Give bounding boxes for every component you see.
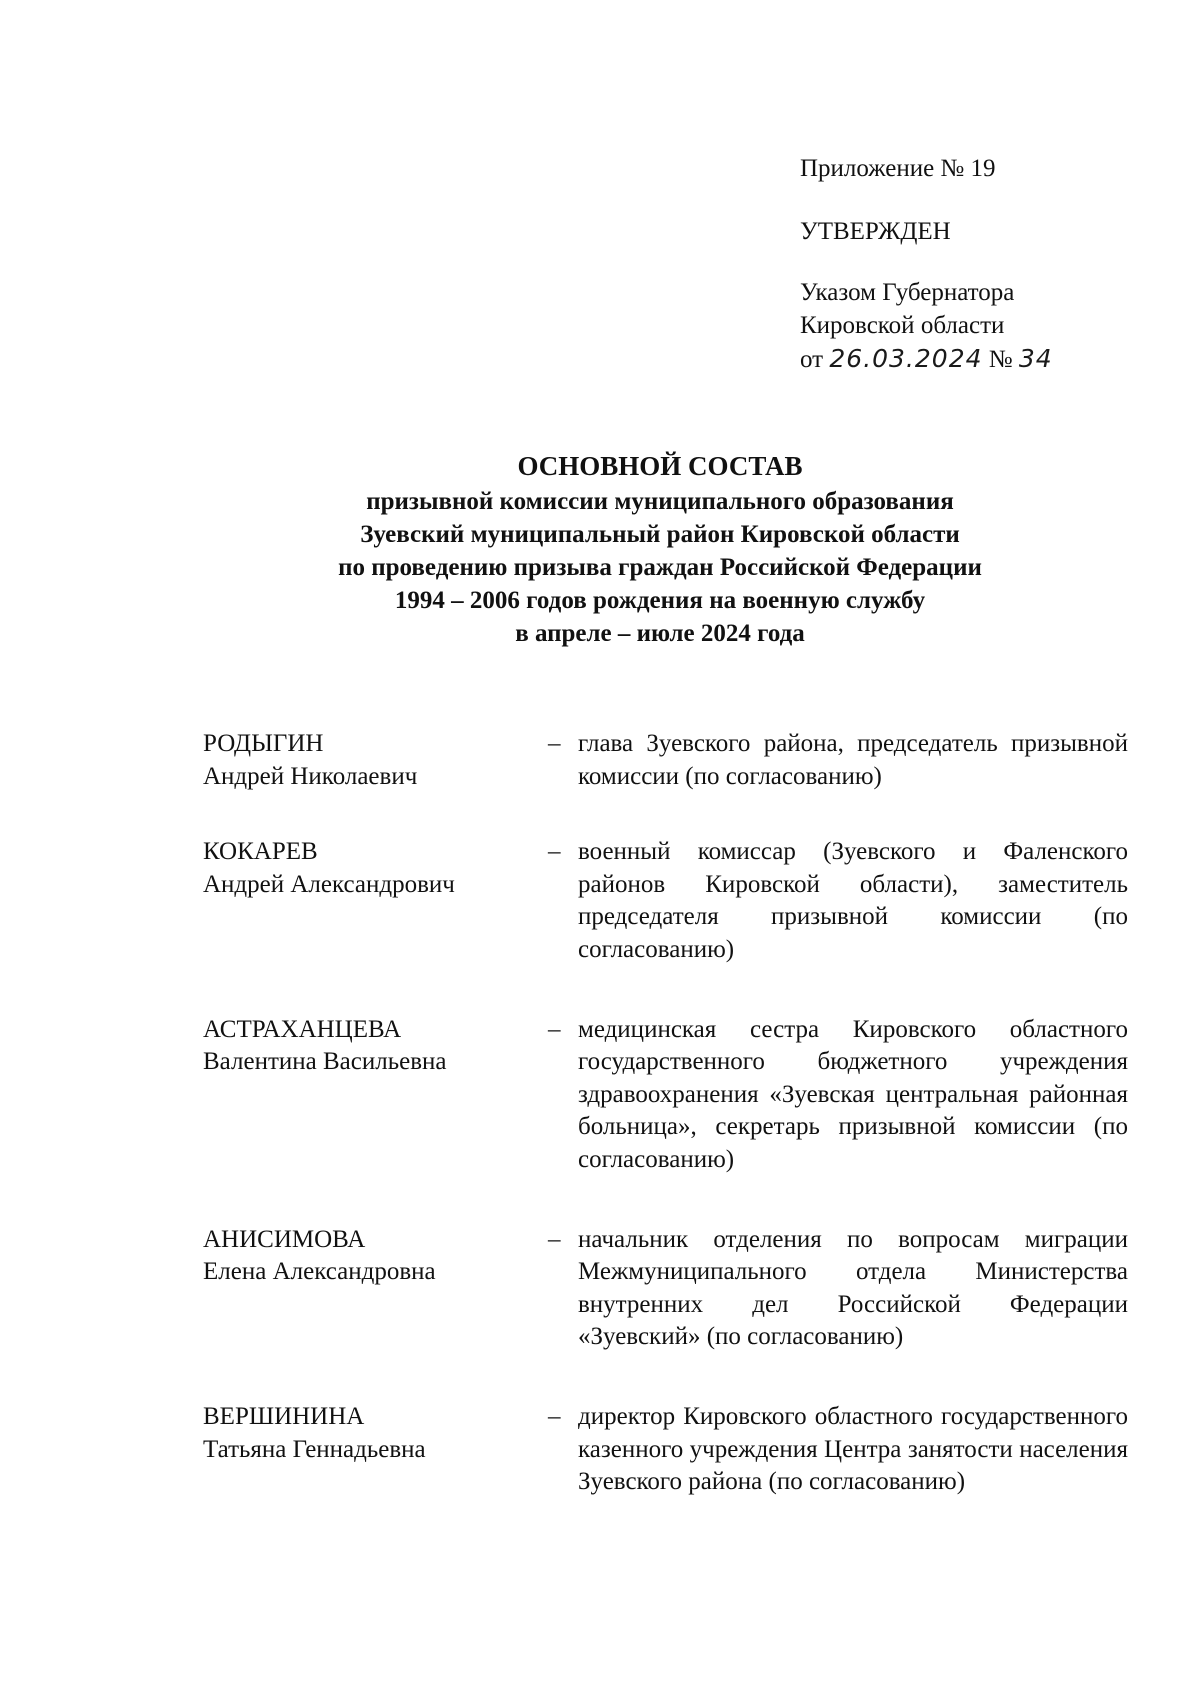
appendix-number: Приложение № 19 [800,155,996,182]
member-name: Елена Александровна [203,1258,436,1286]
date-prefix: от [800,346,824,373]
member-entry [203,1401,1128,1499]
member-person [203,1401,548,1466]
heading-line-1: призывной комиссии муниципального образования [366,488,954,515]
member-dash: – [548,838,561,866]
member-surname: АСТРАХАНЦЕВА [203,1015,402,1043]
decree-line-2: Кировской области [800,312,1005,339]
heading-line-5: в апреле – июле 2024 года [515,620,805,647]
heading-line-2: Зуевский муниципальный район Кировской области [360,521,960,548]
handwritten-number: 34 [1018,344,1053,373]
approved-label: УТВЕРЖДЕН [800,218,951,245]
member-role: глава Зуевского района, председатель призывной комиссии (по согласованию) [578,730,1128,790]
member-name: Валентина Васильевна [203,1048,447,1076]
member-dash: – [548,1225,561,1253]
member-person [203,728,548,793]
member-dash: – [548,1402,561,1430]
member-person [203,1224,548,1289]
member-name: Андрей Николаевич [203,762,418,790]
member-person [203,836,548,901]
number-prefix: № [988,346,1013,373]
member-surname: АНИСИМОВА [203,1225,366,1253]
member-entry [203,1224,1128,1354]
approval-block [800,152,1180,376]
members-list [203,728,1128,1499]
heading-line-3: по проведению призыва граждан Российской Федерации [338,554,982,581]
member-dash: – [548,730,561,757]
member-name: Татьяна Геннадьевна [203,1435,426,1463]
member-name: Андрей Александрович [203,870,455,898]
member-surname: ВЕРШИНИНА [203,1402,365,1430]
member-role: медицинская сестра Кировского областного государственного бюджетного учреждения здравоохранения «Зуевская центральная районная больница», секретарь призывной комиссии (по согласованию) [578,1015,1128,1173]
member-role: военный комиссар (Зуевского и Фаленского районов Кировской области), заместитель председателя призывной комиссии (по согласованию) [578,838,1128,963]
decree-line-1: Указом Губернатора [800,279,1015,306]
member-person [203,1014,548,1079]
member-surname: КОКАРЕВ [203,838,318,866]
member-entry [203,1014,1128,1177]
decree-date-line [800,342,1180,376]
document-title: ОСНОВНОЙ СОСТАВ [517,451,803,481]
handwritten-date: 26.03.2024 [829,344,983,373]
member-entry [203,728,1128,793]
member-role: начальник отделения по вопросам миграции Межмуниципального отдела Министерства внутренних дел Российской Федерации «Зуевский» (по согласованию) [578,1225,1128,1351]
heading-line-4: 1994 – 2006 годов рождения на военную службу [394,587,926,614]
member-surname: РОДЫГИН [203,730,324,757]
member-entry [203,836,1128,966]
member-role: директор Кировского областного государственного казенного учреждения Центра занятости населения Зуевского района (по согласованию) [578,1402,1128,1496]
document-heading [250,450,1070,650]
member-dash: – [548,1015,561,1043]
